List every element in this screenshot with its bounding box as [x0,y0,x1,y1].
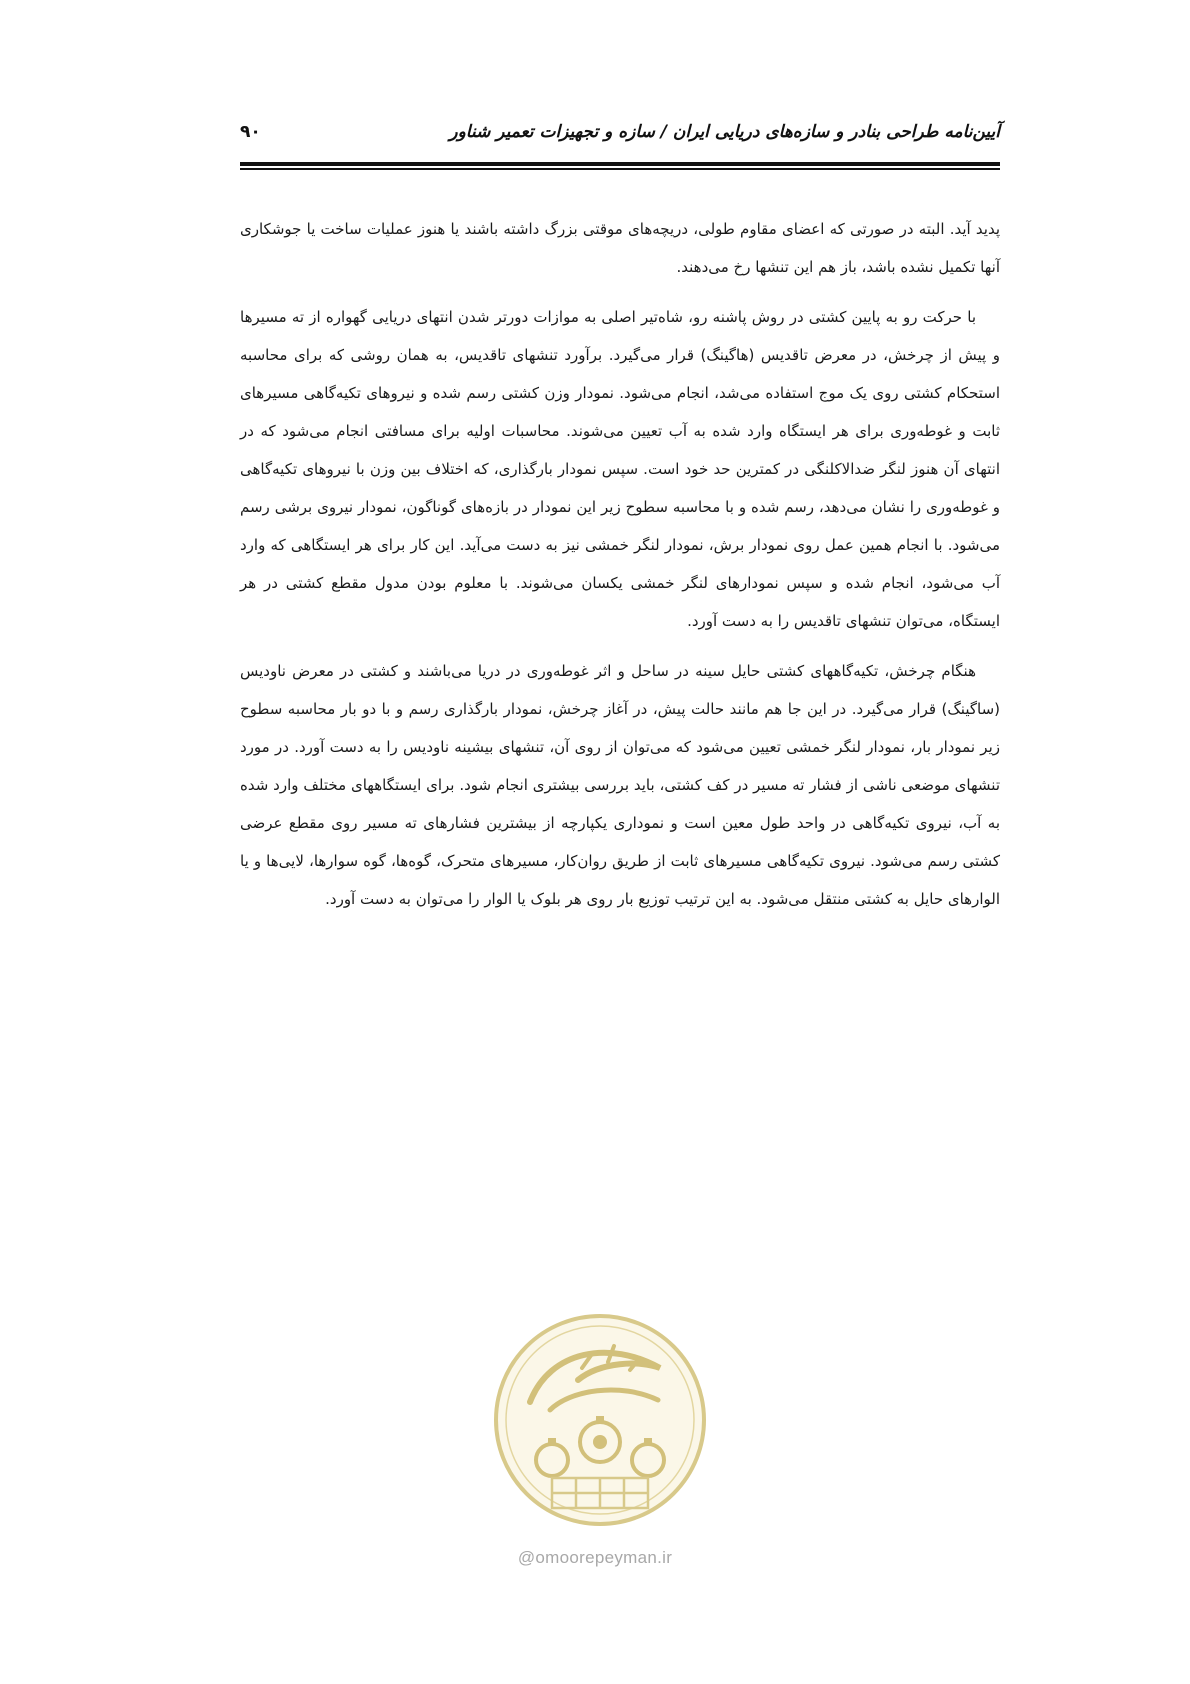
header-rule-thick [240,162,1000,166]
running-header-title: آیین‌نامه طراحی بنادر و سازه‌های دریایی ایران / سازه و تجهیزات تعمیر شناور [449,122,1000,142]
paragraph-3: هنگام چرخش، تکیه‌گاههای کشتی حایل سینه در ساحل و اثر غوطه‌وری در دریا می‌باشند و کشتی در معرض ناودیس (ساگینگ) قرار می‌گیرد. در این جا هم مانند حالت پیش، در آغاز چرخش، نمودار بارگذاری رسم و با دو بار محاسبه سطوح زیر نمودار بار، نمودار لنگر خمشی تعیین می‌شود که می‌توان از روی آن، تنشهای بیشینه ناودیس را به دست آورد. در مورد تنشهای موضعی ناشی از فشار ته مسیر در کف کشتی، باید بررسی بیشتری انجام شود. برای ایستگاههای مختلف وارد شده به آب، نیروی تکیه‌گاهی در واحد طول معین است و نموداری یکپارچه از بیشترین فشارهای ته مسیر روی مقطع عرضی کشتی رسم می‌شود. نیروی تکیه‌گاهی مسیرهای ثابت از طریق روان‌کار، مسیرهای متحرک، گوه‌ها، گوه سوارها، لایی‌ها و یا الوارهای حایل به کشتی منتقل می‌شود. به این ترتیب توزیع بار روی هر بلوک یا الوار را می‌توان به دست آورد. [240,662,1000,908]
body-text [240,210,1000,930]
watermark-url: @omoorepeyman.ir [517,1548,673,1567]
paragraph-1: پدید آید. البته در صورتی که اعضای مقاوم طولی، دریچه‌های موقتی بزرگ داشته باشند یا هنوز عملیات ساخت یا جوشکاری آنها تکمیل نشده باشد، باز هم این تنشها رخ می‌دهند. [240,220,1000,276]
page-number: ۹۰ [240,122,261,142]
header-rule-thin [240,168,1000,170]
running-header [240,118,1000,158]
paragraph-2: با حرکت رو به پایین کشتی در روش پاشنه رو، شاه‌تیر اصلی به موازات دورتر شدن انتهای دریایی گهواره از ته مسیرها و پیش از چرخش، در معرض تاقدیس (هاگینگ) قرار می‌گیرد. برآورد تنشهای تاقدیس، به همان روشی که برای محاسبه استحکام کشتی روی یک موج استفاده می‌شد، انجام می‌شود. نمودار وزن کشتی رسم شده و نیروهای تکیه‌گاهی مسیرهای ثابت و غوطه‌وری برای هر ایستگاه وارد شده به آب تعیین می‌شوند. محاسبات اولیه برای مسافتی انجام می‌شود که در انتهای آن هنوز لنگر ضدالاکلنگی در کمترین حد خود است. سپس نمودار بارگذاری، که اختلاف بین وزن با نیروهای تکیه‌گاهی و غوطه‌وری را نشان می‌دهد، رسم شده و با محاسبه سطوح زیر این نمودار در بازه‌های گوناگون، نمودار نیروی برشی رسم می‌شود. با انجام همین عمل روی نمودار برش، نمودار لنگر خمشی نیز به دست می‌آید. این کار برای هر ایستگاهی که وارد آب می‌شود، انجام شده و سپس نمودارهای لنگر خمشی یکسان می‌شوند. با معلوم بودن مدول مقطع کشتی در هر ایستگاه، می‌توان تنشهای تاقدیس را به دست آورد. [240,308,1000,630]
watermark-seal-logo [490,1310,710,1530]
